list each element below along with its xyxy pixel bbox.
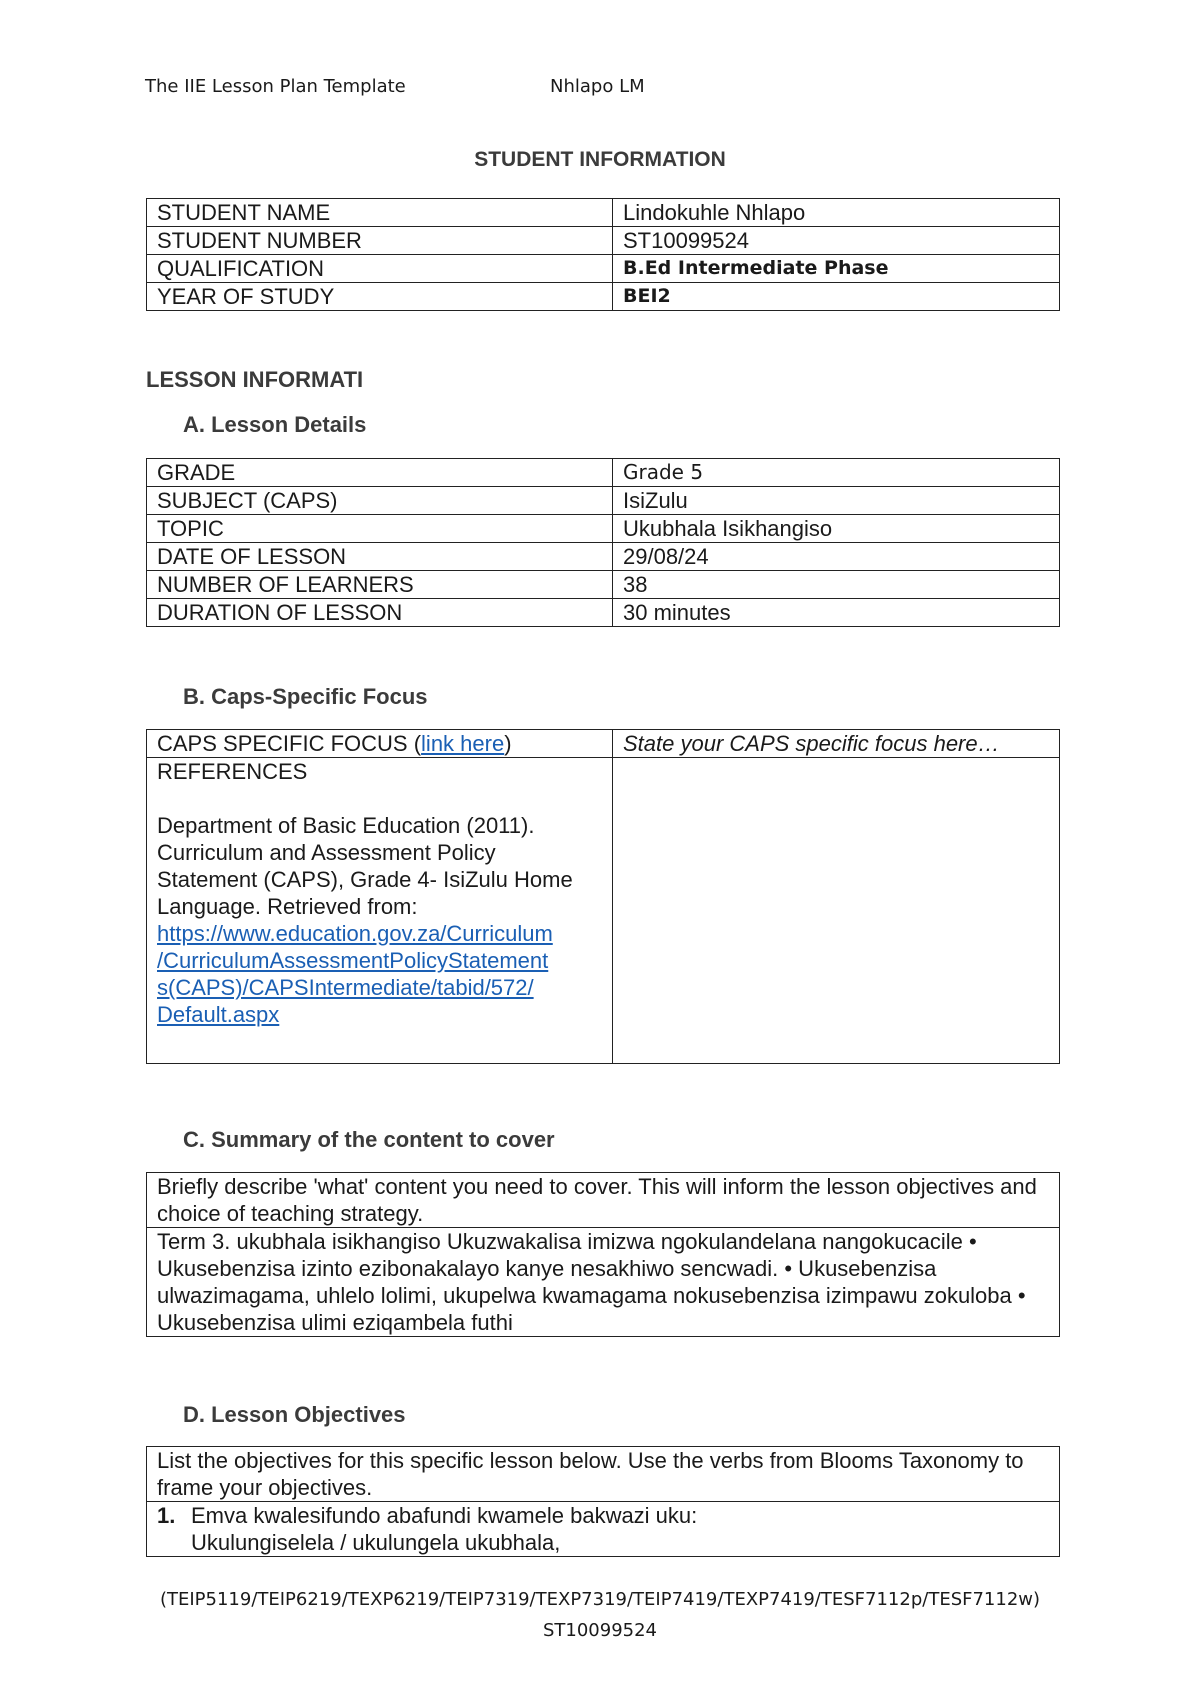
cell-label: QUALIFICATION bbox=[147, 255, 613, 283]
caps-focus-label-end: ) bbox=[504, 731, 512, 756]
section-c-title: C. Summary of the content to cover bbox=[183, 1127, 555, 1152]
objectives-instruction: List the objectives for this specific lesson below. Use the verbs from Blooms Taxonomy to frame your objectives. bbox=[147, 1447, 1060, 1502]
table-row bbox=[147, 1447, 1060, 1502]
table-row bbox=[147, 1502, 1060, 1557]
table-row bbox=[147, 459, 1060, 487]
table-row bbox=[147, 730, 1060, 758]
cell-value: 29/08/24 bbox=[613, 543, 1060, 571]
cell-label: NUMBER OF LEARNERS bbox=[147, 571, 613, 599]
objective-line-2: Ukulungiselela / ukulungela ukubhala, bbox=[191, 1530, 561, 1555]
cell-label: DURATION OF LESSON bbox=[147, 599, 613, 627]
caps-table bbox=[146, 729, 1060, 1064]
objective-number: 1. bbox=[157, 1503, 176, 1528]
summary-instruction: Briefly describe 'what' content you need to cover. This will inform the lesson objectives and choice of teaching strategy. bbox=[147, 1173, 1060, 1228]
cell-value: Grade 5 bbox=[613, 459, 1060, 487]
reference-link-2[interactable]: /CurriculumAssessmentPolicyStatement bbox=[157, 948, 549, 973]
cell-value: B.Ed Intermediate Phase bbox=[613, 255, 1060, 283]
caps-link[interactable]: link here bbox=[421, 731, 505, 756]
objective-line-1: Emva kwalesifundo abafundi kwamele bakwazi uku: bbox=[191, 1503, 698, 1528]
table-row bbox=[147, 515, 1060, 543]
cell-value: 38 bbox=[613, 571, 1060, 599]
page-header bbox=[145, 76, 645, 97]
table-row bbox=[147, 758, 1060, 1064]
table-row bbox=[147, 283, 1060, 311]
summary-table bbox=[146, 1172, 1060, 1337]
cell-value: IsiZulu bbox=[613, 487, 1060, 515]
section-d-title: D. Lesson Objectives bbox=[183, 1402, 406, 1427]
cell-label: DATE OF LESSON bbox=[147, 543, 613, 571]
cell-label: SUBJECT (CAPS) bbox=[147, 487, 613, 515]
references-label: REFERENCES bbox=[157, 759, 308, 784]
footer-codes: (TEIP5119/TEIP6219/TEXP6219/TEIP7319/TEXP7319/TEIP7419/TEXP7419/TESF7112p/TESF7112w) bbox=[159, 1589, 1041, 1610]
cell-value: Lindokuhle Nhlapo bbox=[613, 199, 1060, 227]
student-info-table bbox=[146, 198, 1060, 311]
objectives-table bbox=[146, 1446, 1060, 1557]
caps-focus-placeholder[interactable]: State your CAPS specific focus here… bbox=[613, 730, 1060, 758]
cell-label: STUDENT NUMBER bbox=[147, 227, 613, 255]
header-left: The IIE Lesson Plan Template bbox=[145, 76, 406, 97]
cell-value: ST10099524 bbox=[613, 227, 1060, 255]
table-row bbox=[147, 543, 1060, 571]
reference-link-4[interactable]: Default.aspx bbox=[157, 1002, 280, 1027]
table-row bbox=[147, 1228, 1060, 1337]
lesson-info-title: LESSON INFORMATI bbox=[146, 367, 364, 392]
section-b-title: B. Caps-Specific Focus bbox=[183, 684, 428, 709]
table-row bbox=[147, 255, 1060, 283]
references-cell bbox=[147, 758, 613, 1064]
cell-value: Ukubhala Isikhangiso bbox=[613, 515, 1060, 543]
table-row bbox=[147, 487, 1060, 515]
caps-focus-label: CAPS SPECIFIC FOCUS ( bbox=[157, 731, 422, 756]
cell-value: BEI2 bbox=[613, 283, 1060, 311]
cell-label: YEAR OF STUDY bbox=[147, 283, 613, 311]
section-a-title: A. Lesson Details bbox=[183, 412, 367, 437]
reference-link-3[interactable]: s(CAPS)/CAPSIntermediate/tabid/572/ bbox=[157, 975, 534, 1000]
table-row bbox=[147, 199, 1060, 227]
references-empty-cell bbox=[613, 758, 1060, 1064]
summary-content: Term 3. ukubhala isikhangiso Ukuzwakalisa imizwa ngokulandelana nangokucacile • Ukusebenzisa izinto ezibonakalayo kanye nesakhiwo sencwadi. • Ukusebenzisa ulwazimagama, uhlelo lolimi, ukupelwa kwamagama nokusebenzisa izimpawu zokuloba • Ukusebenzisa ulimi eziqambela futhi bbox=[147, 1228, 1060, 1337]
cell-label: GRADE bbox=[147, 459, 613, 487]
footer-student-number: ST10099524 bbox=[542, 1620, 658, 1641]
student-info-title: STUDENT INFORMATION bbox=[474, 148, 726, 171]
lesson-details-table bbox=[146, 458, 1060, 627]
cell-value: 30 minutes bbox=[613, 599, 1060, 627]
header-right: Nhlapo LM bbox=[550, 76, 645, 97]
table-row bbox=[147, 227, 1060, 255]
caps-focus-label-cell bbox=[147, 730, 613, 758]
table-row bbox=[147, 599, 1060, 627]
cell-label: TOPIC bbox=[147, 515, 613, 543]
reference-text: Department of Basic Education (2011). Curriculum and Assessment Policy Statement (CAPS), Grade 4- IsiZulu Home Language. Retrieved from: bbox=[157, 813, 573, 919]
cell-label: STUDENT NAME bbox=[147, 199, 613, 227]
table-row bbox=[147, 1173, 1060, 1228]
reference-link-1[interactable]: https://www.education.gov.za/Curriculum bbox=[157, 921, 553, 946]
table-row bbox=[147, 571, 1060, 599]
objective-item bbox=[147, 1502, 1060, 1557]
